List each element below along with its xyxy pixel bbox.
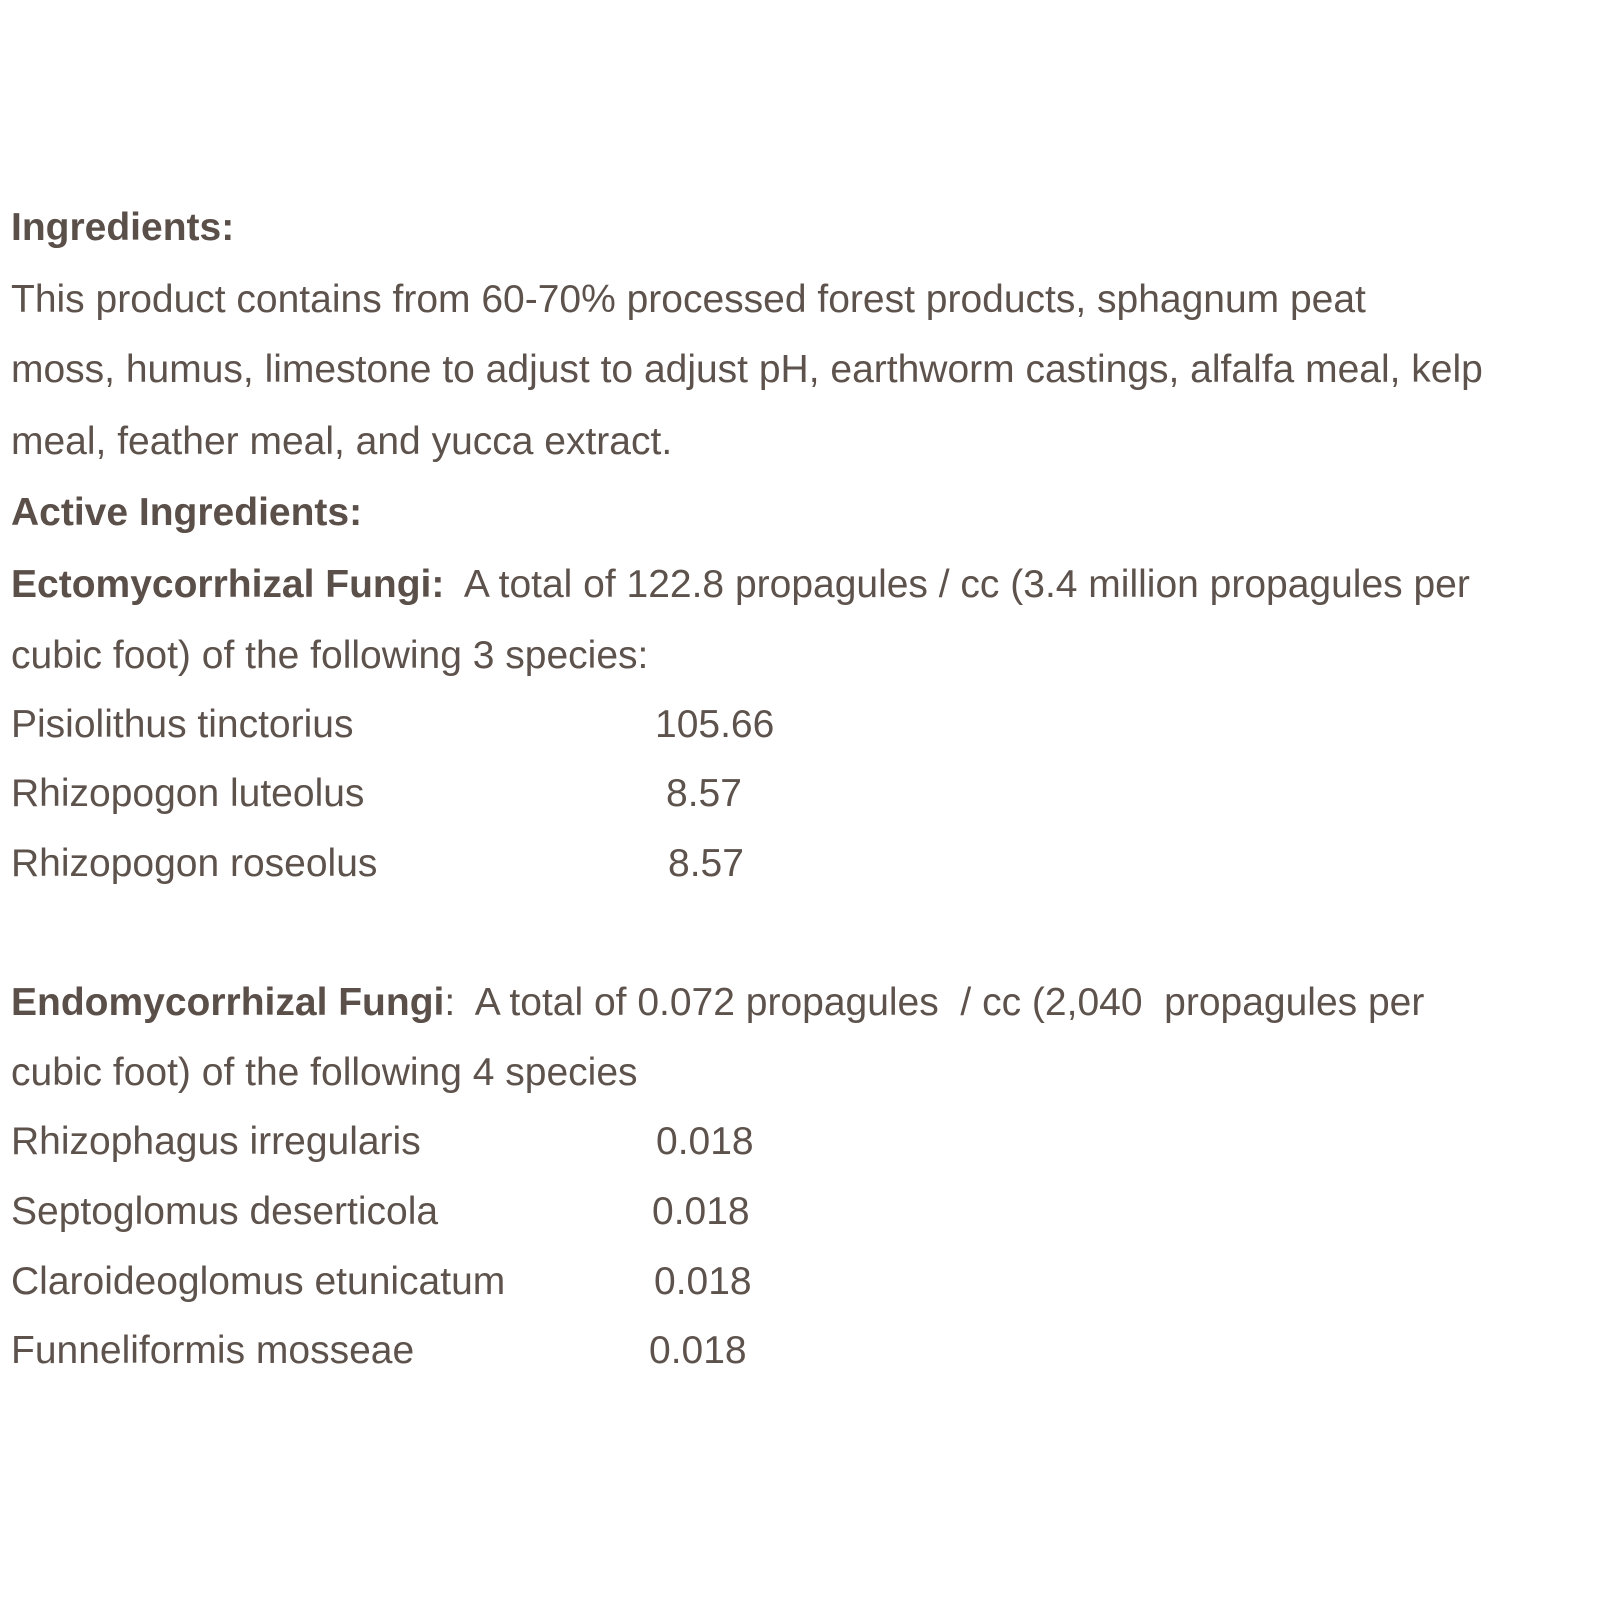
- species-value: 0.018: [649, 1329, 747, 1372]
- species-name: Pisiolithus tinctorius: [11, 703, 354, 746]
- species-value: 0.018: [656, 1120, 754, 1163]
- species-value: 105.66: [655, 703, 775, 746]
- ingredients-heading: Ingredients:: [11, 206, 235, 249]
- ingredients-line-2: moss, humus, limestone to adjust to adjust pH, earthworm castings, alfalfa meal, kelp: [11, 348, 1483, 391]
- endo-summary-line-2: cubic foot) of the following 4 species: [11, 1051, 638, 1094]
- active-ingredients-heading: Active Ingredients:: [11, 491, 363, 534]
- ingredients-line-1: This product contains from 60-70% processed forest products, sphagnum peat: [11, 278, 1366, 321]
- species-name: Septoglomus deserticola: [11, 1190, 439, 1233]
- ingredients-line-3: meal, feather meal, and yucca extract.: [11, 420, 673, 463]
- species-name: Claroideoglomus etunicatum: [11, 1260, 506, 1303]
- species-name: Funneliformis mosseae: [11, 1329, 415, 1372]
- ecto-text-1: A total of 122.8 propagules / cc (3.4 million propagules per: [444, 563, 1470, 606]
- endo-summary-line-1: [11, 980, 1424, 1026]
- endo-text-1: : A total of 0.072 propagules / cc (2,040 propagules per: [444, 981, 1425, 1024]
- ecto-summary-line-1: [11, 562, 1470, 608]
- species-value: 0.018: [654, 1260, 752, 1303]
- endo-label: Endomycorrhizal Fungi: [11, 981, 445, 1024]
- species-value: 8.57: [666, 772, 742, 815]
- species-name: Rhizopogon roseolus: [11, 842, 378, 885]
- ecto-summary-line-2: cubic foot) of the following 3 species:: [11, 634, 649, 677]
- species-value: 0.018: [652, 1190, 750, 1233]
- species-name: Rhizopogon luteolus: [11, 772, 365, 815]
- ecto-label: Ectomycorrhizal Fungi:: [11, 563, 445, 606]
- species-name: Rhizophagus irregularis: [11, 1120, 421, 1163]
- species-value: 8.57: [668, 842, 744, 885]
